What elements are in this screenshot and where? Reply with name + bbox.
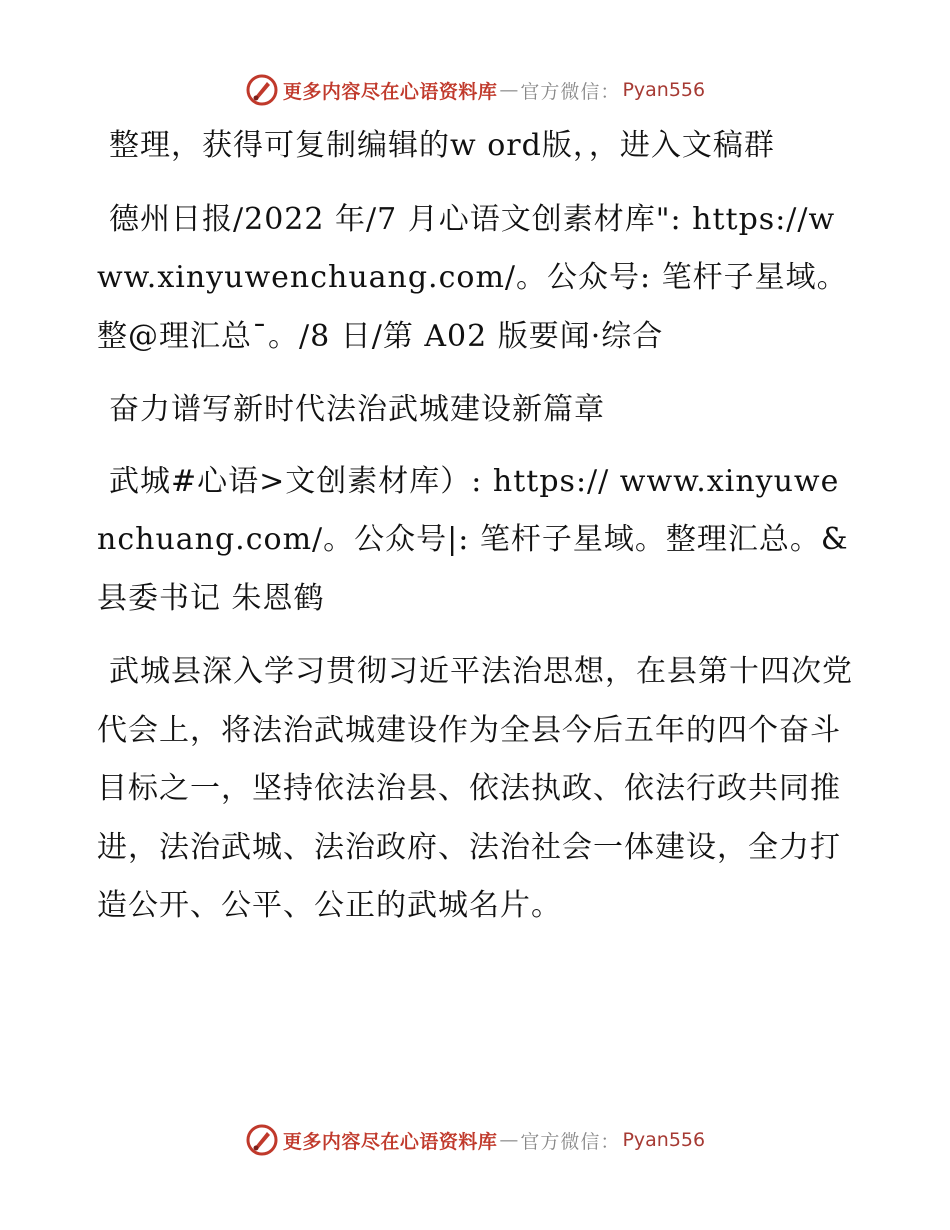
article-title: 奋力谱写新时代法治武城建设新篇章 [109, 392, 605, 427]
paragraph-source: 德州日报/2022 年/7 月心语文创素材库": https://www.xinyuwenchuang.com/。公众号: 笔杆子星域。整@理汇总¯。/8 日/第 A02 版要闻·综合 [97, 201, 848, 354]
header-brand-text: 更多内容尽在心语资料库 [282, 80, 498, 103]
header-account: Pyan556 [622, 79, 706, 101]
brand-logo-icon [245, 1123, 279, 1157]
footer-separator: — [499, 1129, 519, 1151]
header-official-label: 官方微信： [520, 80, 621, 103]
footer-account: Pyan556 [622, 1129, 706, 1151]
article-body [97, 117, 857, 951]
footer-official-label: 官方微信： [520, 1130, 621, 1153]
brand-logo-icon [245, 73, 279, 107]
header-separator: — [499, 79, 519, 101]
paragraph-intro: 整理，获得可复制编辑的w ord版，，进入文稿群 [109, 128, 775, 163]
paragraph-author: 武城#心语>文创素材库）: https:// www.xinyuwenchuang.com/。公众号|: 笔杆子星域。整理汇总。&县委书记 朱恩鹤 [97, 463, 849, 616]
header-banner [0, 70, 950, 110]
footer-brand-text: 更多内容尽在心语资料库 [282, 1130, 498, 1153]
paragraph-content: 武城县深入学习贯彻习近平法治思想，在县第十四次党代会上，将法治武城建设作为全县今后五年的四个奋斗目标之一，坚持依法治县、依法执政、依法行政共同推进，法治武城、法治政府、法治社会一体建设，全力打造公开、公平、公正的武城名片。 [97, 654, 853, 923]
footer-banner [0, 1120, 950, 1160]
